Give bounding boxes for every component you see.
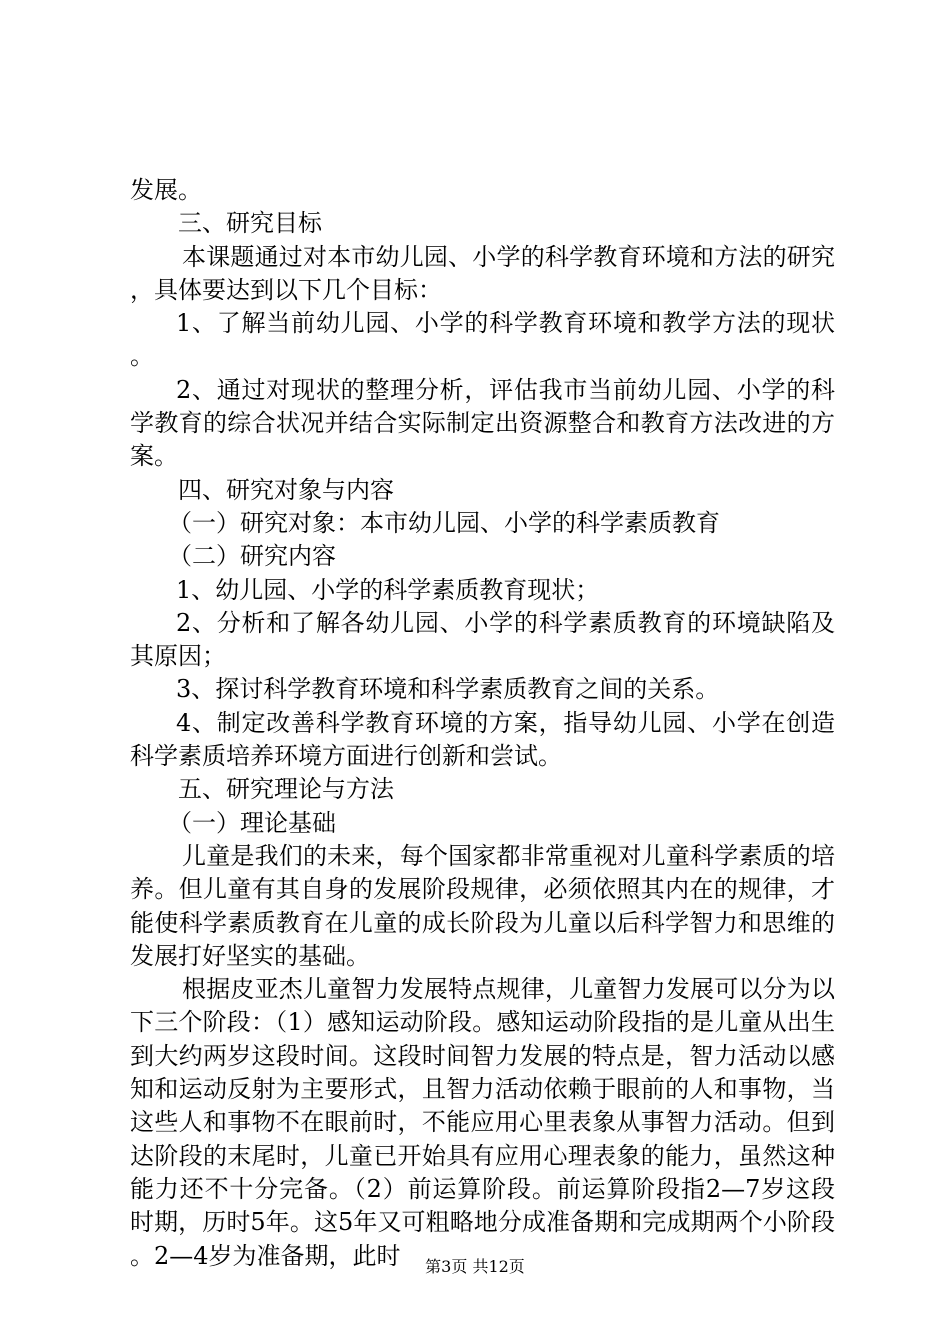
sub-heading: （一）理论基础 (168, 808, 336, 837)
numbered-item: 1、幼儿园、小学的科学素质教育现状； (176, 575, 600, 604)
paragraph: 本课题通过对本市幼儿园、小学的科学教育环境和方法的研究，具体要达到以下几个目标： (130, 242, 835, 304)
paragraph-continuation: 发展。 (130, 176, 202, 204)
section-heading-research-theory: 五、研究理论与方法 (178, 775, 394, 804)
document-body (130, 174, 835, 1273)
paragraph: 根据皮亚杰儿童智力发展特点规律，儿童智力发展可以分为以下三个阶段：（1）感知运动阶段。感知运动阶段指的是儿童从出生到大约两岁这段时间。这段时间智力发展的特点是，智力活动以感知和运动反射为主要形式，且智力活动依赖于眼前的人和事物，当这些人和事物不在眼前时，不能应用心里表象从事智力活动。但到达阶段的末尾时，儿童已开始具有应用心理表象的能力，虽然这种能力还不十分完备。（2）前运算阶段。前运算阶段指2—7岁这段时期，历时5年。这5年又可粗略地分成准备期和完成期两个小阶段。2—4岁为准备期，此时 (130, 975, 835, 1270)
numbered-item: 3、探讨科学教育环境和科学素质教育之间的关系。 (176, 675, 720, 704)
section-heading-research-goals: 三、研究目标 (178, 209, 322, 238)
sub-heading: （一）研究对象：本市幼儿园、小学的科学素质教育 (168, 508, 720, 537)
numbered-item: 4、制定改善科学教育环境的方案，指导幼儿园、小学在创造科学素质培养环境方面进行创新和尝试。 (130, 708, 835, 771)
sub-heading: （二）研究内容 (168, 542, 336, 571)
numbered-item: 2、分析和了解各幼儿园、小学的科学素质教育的环境缺陷及其原因； (130, 608, 835, 671)
paragraph: 儿童是我们的未来，每个国家都非常重视对儿童科学素质的培养。但儿童有其自身的发展阶段规律，必须依照其内在的规律，才能使科学素质教育在儿童的成长阶段为儿童以后科学智力和思维的发展打好坚实的基础。 (130, 841, 835, 970)
section-heading-research-objects: 四、研究对象与内容 (178, 475, 394, 504)
numbered-item: 2、通过对现状的整理分析，评估我市当前幼儿园、小学的科学教育的综合状况并结合实际制定出资源整合和教育方法改进的方案。 (130, 375, 835, 471)
page-number-footer: 第3页 共12页 (425, 1257, 525, 1276)
numbered-item: 1、了解当前幼儿园、小学的科学教育环境和教学方法的现状。 (130, 309, 835, 371)
